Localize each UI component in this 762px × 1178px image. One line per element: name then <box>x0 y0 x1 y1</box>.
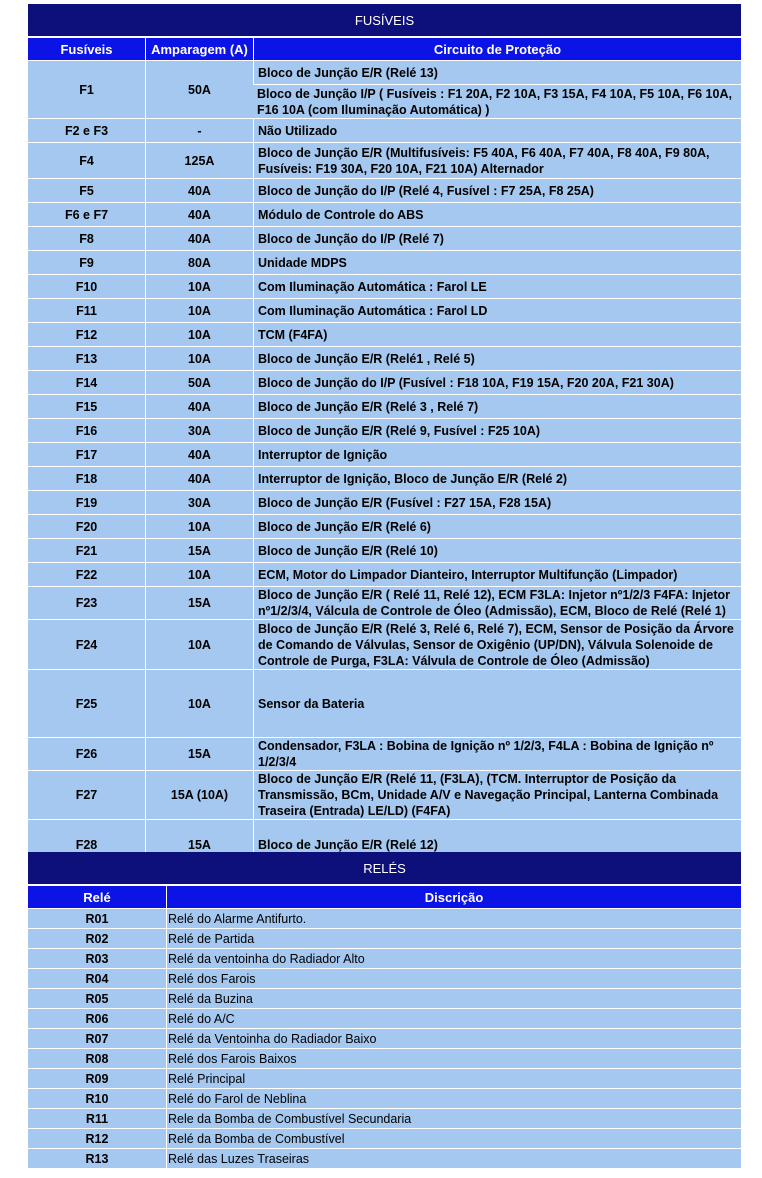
relay-description: Relé da Ventoinha do Radiador Baixo <box>166 1028 741 1048</box>
relay-table <box>28 852 741 1168</box>
fuse-circuit: Bloco de Junção E/R (Relé 3, Relé 6, Relé 7), ECM, Sensor de Posição da Árvore de Comando de Válvulas, Sensor de Oxigênio (UP/DN), Válvula Solenoide de Controle de Purga, F3LA: Válvula de Controle de Óleo (Admissão) <box>253 619 741 669</box>
table-row <box>28 490 741 514</box>
fuse-circuit: Bloco de Junção E/R (Relé 13) <box>253 60 741 84</box>
table-row <box>28 908 741 928</box>
table-row <box>28 60 741 84</box>
fuse-amperage: 30A <box>145 418 253 442</box>
fuse-amperage: - <box>145 118 253 142</box>
table-row <box>28 1108 741 1128</box>
fuse-id: F9 <box>28 250 145 274</box>
table-row <box>28 118 741 142</box>
table-row <box>28 202 741 226</box>
relay-id: R06 <box>28 1008 166 1028</box>
relay-description: Relé dos Farois Baixos <box>166 1048 741 1068</box>
table-row <box>28 1008 741 1028</box>
fuse-amperage: 10A <box>145 514 253 538</box>
relay-description: Relé do Farol de Neblina <box>166 1088 741 1108</box>
fuse-id: F11 <box>28 298 145 322</box>
fuse-circuit: ECM, Motor do Limpador Dianteiro, Interruptor Multifunção (Limpador) <box>253 562 741 586</box>
table-row <box>28 250 741 274</box>
fuse-id: F19 <box>28 490 145 514</box>
table-row <box>28 1028 741 1048</box>
relay-description: Relé dos Farois <box>166 968 741 988</box>
fuse-circuit: Bloco de Junção E/R (Relé 3 , Relé 7) <box>253 394 741 418</box>
relay-description: Relé das Luzes Traseiras <box>166 1148 741 1168</box>
fuse-circuit: Condensador, F3LA : Bobina de Ignição nº 1/2/3, F4LA : Bobina de Ignição nº 1/2/3/4 <box>253 737 741 770</box>
fuse-id: F23 <box>28 586 145 619</box>
relay-id: R10 <box>28 1088 166 1108</box>
fuse-id: F18 <box>28 466 145 490</box>
fuse-amperage: 15A <box>145 586 253 619</box>
fuse-circuit: Interruptor de Ignição <box>253 442 741 466</box>
fuse-id: F10 <box>28 274 145 298</box>
table-row <box>28 770 741 819</box>
fuse-circuit: Bloco de Junção do I/P (Relé 4, Fusível : F7 25A, F8 25A) <box>253 178 741 202</box>
fuse-amperage: 30A <box>145 490 253 514</box>
table-row <box>28 514 741 538</box>
fuse-circuit: Com Iluminação Automática : Farol LE <box>253 274 741 298</box>
fuse-header-amperage: Amparagem (A) <box>145 36 253 60</box>
relay-header-description: Discrição <box>166 884 741 908</box>
relay-description: Relé Principal <box>166 1068 741 1088</box>
fuse-amperage: 40A <box>145 466 253 490</box>
fuse-amperage: 10A <box>145 346 253 370</box>
fuse-amperage: 80A <box>145 250 253 274</box>
fuse-circuit: Bloco de Junção E/R (Relé1 , Relé 5) <box>253 346 741 370</box>
fuse-amperage: 15A <box>145 737 253 770</box>
fuse-circuit: Bloco de Junção do I/P (Relé 7) <box>253 226 741 250</box>
table-row <box>28 928 741 948</box>
fuse-amperage: 15A <box>145 819 253 869</box>
table-row <box>28 322 741 346</box>
table-row <box>28 466 741 490</box>
relay-id: R05 <box>28 988 166 1008</box>
table-row <box>28 586 741 619</box>
table-row <box>28 562 741 586</box>
relay-id: R04 <box>28 968 166 988</box>
fuse-id: F1 <box>28 60 145 118</box>
relay-id: R02 <box>28 928 166 948</box>
fuse-circuit: Unidade MDPS <box>253 250 741 274</box>
relay-id: R07 <box>28 1028 166 1048</box>
fuse-amperage: 10A <box>145 562 253 586</box>
table-row <box>28 1088 741 1108</box>
fuse-id: F12 <box>28 322 145 346</box>
fuse-circuit: Não Utilizado <box>253 118 741 142</box>
fuse-amperage: 50A <box>145 60 253 118</box>
fuse-amperage: 10A <box>145 298 253 322</box>
table-row <box>28 142 741 178</box>
fuse-circuit: Bloco de Junção do I/P (Fusível : F18 10A, F19 15A, F20 20A, F21 30A) <box>253 370 741 394</box>
table-row <box>28 619 741 669</box>
relay-description: Rele da Bomba de Combustível Secundaria <box>166 1108 741 1128</box>
fuse-circuit: Bloco de Junção E/R (Multifusíveis: F5 40A, F6 40A, F7 40A, F8 40A, F9 80A, Fusíveis: F19 30A, F20 10A, F21 10A) Alternador <box>253 142 741 178</box>
fuse-id: F22 <box>28 562 145 586</box>
fuse-amperage: 125A <box>145 142 253 178</box>
fuse-amperage: 10A <box>145 322 253 346</box>
table-row <box>28 298 741 322</box>
fuse-circuit: Bloco de Junção I/P ( Fusíveis : F1 20A, F2 10A, F3 15A, F4 10A, F5 10A, F6 10A, F16 10A (com Iluminação Automática) ) <box>253 84 741 118</box>
fuse-circuit: Bloco de Junção E/R (Relé 11, (F3LA), (TCM. Interruptor de Posição da Transmissão, BCm, Unidade A/V e Navegação Principal, Lanterna Combinada Traseira (Entrada) LE/LD) (F4FA) <box>253 770 741 819</box>
table-row <box>28 988 741 1008</box>
fuse-amperage: 40A <box>145 226 253 250</box>
relay-table-title: RELÉS <box>28 852 741 884</box>
fuse-table <box>28 4 741 869</box>
fuse-amperage: 50A <box>145 370 253 394</box>
table-row <box>28 442 741 466</box>
fuse-amperage: 40A <box>145 178 253 202</box>
fuse-circuit: Bloco de Junção E/R (Relé 12) <box>253 819 741 869</box>
fuse-circuit: Bloco de Junção E/R (Relé 10) <box>253 538 741 562</box>
fuse-id: F24 <box>28 619 145 669</box>
table-row <box>28 418 741 442</box>
relay-description: Relé do A/C <box>166 1008 741 1028</box>
fuse-id: F15 <box>28 394 145 418</box>
table-row <box>28 968 741 988</box>
fuse-id: F27 <box>28 770 145 819</box>
fuse-circuit: Com Iluminação Automática : Farol LD <box>253 298 741 322</box>
relay-id: R09 <box>28 1068 166 1088</box>
fuse-header-circuit: Circuito de Proteção <box>253 36 741 60</box>
relay-id: R13 <box>28 1148 166 1168</box>
fuse-circuit: Bloco de Junção E/R (Fusível : F27 15A, F28 15A) <box>253 490 741 514</box>
fuse-circuit: Bloco de Junção E/R (Relé 6) <box>253 514 741 538</box>
fuse-id: F4 <box>28 142 145 178</box>
relay-header-id: Relé <box>28 884 166 908</box>
fuse-circuit: Módulo de Controle do ABS <box>253 202 741 226</box>
table-row <box>28 737 741 770</box>
relay-id: R08 <box>28 1048 166 1068</box>
fuse-id: F2 e F3 <box>28 118 145 142</box>
fuse-id: F17 <box>28 442 145 466</box>
fuse-circuit: Bloco de Junção E/R (Relé 9, Fusível : F25 10A) <box>253 418 741 442</box>
fuse-id: F5 <box>28 178 145 202</box>
table-row <box>28 178 741 202</box>
fuse-id: F20 <box>28 514 145 538</box>
fuse-header-fuse: Fusíveis <box>28 36 145 60</box>
relay-description: Relé de Partida <box>166 928 741 948</box>
fuse-amperage: 10A <box>145 669 253 737</box>
table-row <box>28 669 741 737</box>
table-row <box>28 346 741 370</box>
table-row <box>28 226 741 250</box>
fuse-id: F14 <box>28 370 145 394</box>
table-row <box>28 1148 741 1168</box>
table-row <box>28 394 741 418</box>
relay-description: Relé do Alarme Antifurto. <box>166 908 741 928</box>
table-row <box>28 948 741 968</box>
fuse-id: F25 <box>28 669 145 737</box>
relay-id: R01 <box>28 908 166 928</box>
relay-id: R03 <box>28 948 166 968</box>
fuse-circuit: Sensor da Bateria <box>253 669 741 737</box>
fuse-id: F26 <box>28 737 145 770</box>
table-row <box>28 274 741 298</box>
table-row <box>28 538 741 562</box>
fuse-circuit: Interruptor de Ignição, Bloco de Junção E/R (Relé 2) <box>253 466 741 490</box>
table-row <box>28 1068 741 1088</box>
relay-id: R12 <box>28 1128 166 1148</box>
relay-id: R11 <box>28 1108 166 1128</box>
fuse-amperage: 10A <box>145 619 253 669</box>
fuse-amperage: 40A <box>145 202 253 226</box>
fuse-amperage: 15A (10A) <box>145 770 253 819</box>
fuse-amperage: 40A <box>145 394 253 418</box>
fuse-id: F28 <box>28 819 145 869</box>
relay-table-body <box>28 908 741 1168</box>
fuse-circuit: TCM (F4FA) <box>253 322 741 346</box>
table-row <box>28 1048 741 1068</box>
fuse-circuit: Bloco de Junção E/R ( Relé 11, Relé 12), ECM F3LA: Injetor nº1/2/3 F4FA: Injetor nº1/2/3/4, Válcula de Controle de Óleo (Admissão), ECM, Bloco de Relé (Relé 1) <box>253 586 741 619</box>
fuse-id: F16 <box>28 418 145 442</box>
fuse-table-body <box>28 60 741 869</box>
relay-description: Relé da Buzina <box>166 988 741 1008</box>
fuse-table-title: FUSÍVEIS <box>28 4 741 36</box>
fuse-id: F13 <box>28 346 145 370</box>
fuse-amperage: 40A <box>145 442 253 466</box>
fuse-id: F6 e F7 <box>28 202 145 226</box>
fuse-amperage: 15A <box>145 538 253 562</box>
relay-description: Relé da Bomba de Combustível <box>166 1128 741 1148</box>
table-row <box>28 1128 741 1148</box>
table-row <box>28 370 741 394</box>
fuse-id: F21 <box>28 538 145 562</box>
fuse-id: F8 <box>28 226 145 250</box>
fuse-amperage: 10A <box>145 274 253 298</box>
relay-description: Relé da ventoinha do Radiador Alto <box>166 948 741 968</box>
